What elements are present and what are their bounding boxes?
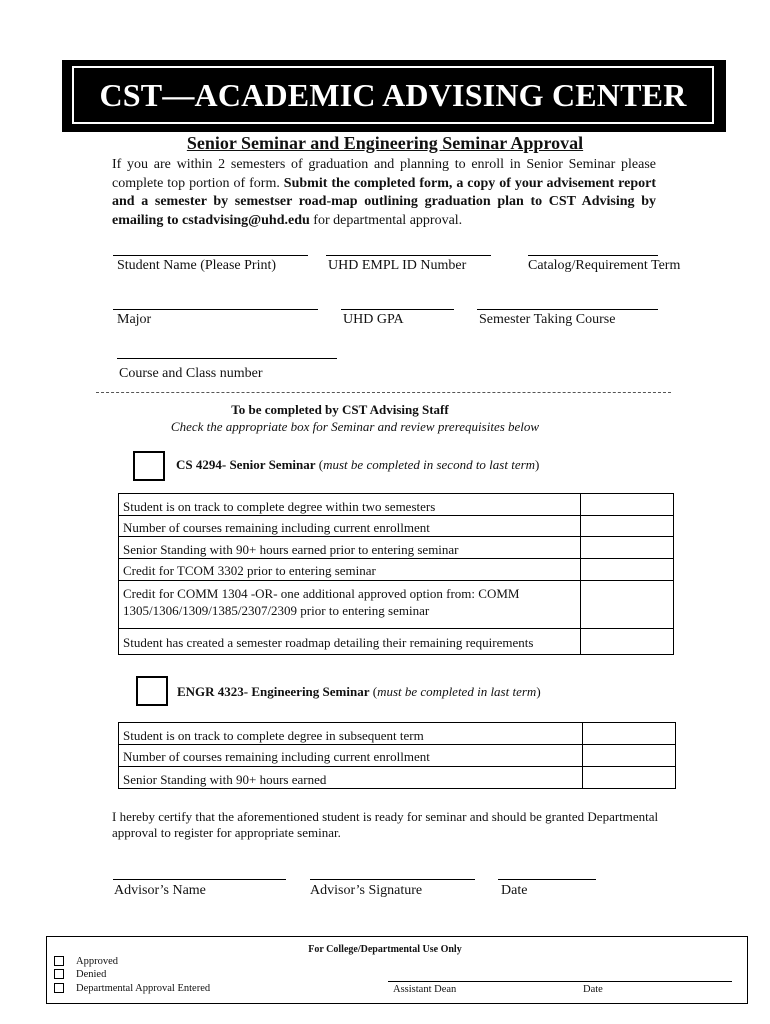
table-row <box>119 745 676 767</box>
senior-seminar-note: must be completed in second to last term <box>323 457 536 472</box>
requirement-cell: Student is on track to complete degree within two semesters <box>119 494 581 516</box>
engineering-seminar-checkbox[interactable] <box>136 676 168 706</box>
empl-id-label: UHD EMPL ID Number <box>328 258 467 273</box>
table-row <box>119 537 674 559</box>
check-cell[interactable] <box>583 745 676 767</box>
table-row <box>119 767 676 789</box>
student-name-field[interactable] <box>113 255 308 256</box>
assistant-dean-signature-field[interactable] <box>388 981 732 982</box>
table-row <box>119 559 674 581</box>
approved-label: Approved <box>76 956 118 967</box>
check-cell[interactable] <box>581 559 674 581</box>
gpa-label: UHD GPA <box>343 312 404 327</box>
advisor-date-label: Date <box>501 883 528 898</box>
check-cell[interactable] <box>581 629 674 655</box>
catalog-term-field[interactable] <box>528 255 658 256</box>
requirement-cell: Student has created a semester roadmap detailing their remaining requirements <box>119 629 581 655</box>
course-class-label: Course and Class number <box>119 366 263 381</box>
engineering-seminar-note: must be completed in last term <box>377 684 537 699</box>
advisor-signature-field[interactable] <box>310 879 475 880</box>
requirement-cell: Number of courses remaining including current enrollment <box>119 516 581 537</box>
requirement-cell: Credit for TCOM 3302 prior to entering seminar <box>119 559 581 581</box>
requirement-cell: Student is on track to complete degree in subsequent term <box>119 723 583 745</box>
check-cell[interactable] <box>581 516 674 537</box>
empl-id-field[interactable] <box>326 255 491 256</box>
major-label: Major <box>117 312 152 327</box>
check-cell[interactable] <box>583 723 676 745</box>
semester-label: Semester Taking Course <box>479 312 616 327</box>
intro-paragraph <box>112 156 656 230</box>
intro-text-2: for departmental approval. <box>309 212 463 228</box>
approved-checkbox[interactable] <box>54 956 64 966</box>
header-banner <box>72 66 714 124</box>
table-row <box>119 516 674 537</box>
table-row <box>119 629 674 655</box>
senior-seminar-checkbox[interactable] <box>133 451 165 481</box>
advisor-signature-label: Advisor’s Signature <box>310 883 423 898</box>
advisor-name-field[interactable] <box>113 879 286 880</box>
table-row <box>119 723 676 745</box>
check-cell[interactable] <box>581 537 674 559</box>
approval-entered-label: Departmental Approval Entered <box>76 983 211 994</box>
senior-seminar-heading: CS 4294- Senior Seminar (must be completed in second to last term) <box>176 457 540 472</box>
section-divider <box>96 392 671 393</box>
catalog-term-label: Catalog/Requirement Term <box>528 258 681 273</box>
table-row <box>119 581 674 629</box>
dean-date-label: Date <box>583 984 603 995</box>
engineering-seminar-table <box>118 722 676 789</box>
senior-seminar-course: CS 4294- Senior Seminar <box>176 457 316 472</box>
staff-section-title: To be completed by CST Advising Staff <box>231 402 449 417</box>
intro-text-bold: Submit the completed form, a copy of your advisement report and a semester by semestser road-map outlining graduation plan to CST Advising by emailing to cstadvising@uhd.edu <box>112 175 656 228</box>
student-name-label: Student Name (Please Print) <box>117 258 277 273</box>
requirement-cell: Number of courses remaining including current enrollment <box>119 745 583 767</box>
denied-label: Denied <box>76 969 107 980</box>
advisor-date-field[interactable] <box>498 879 596 880</box>
certification-statement: I hereby certify that the aforementioned student is ready for seminar and should be granted Departmental approval to register for appropriate seminar. <box>112 809 659 840</box>
check-cell[interactable] <box>583 767 676 789</box>
engineering-seminar-course: ENGR 4323- Engineering Seminar <box>177 684 370 699</box>
gpa-field[interactable] <box>341 309 454 310</box>
denied-checkbox[interactable] <box>54 969 64 979</box>
semester-field[interactable] <box>477 309 658 310</box>
engineering-seminar-heading: ENGR 4323- Engineering Seminar (must be completed in last term) <box>177 684 541 699</box>
senior-seminar-table <box>118 493 674 655</box>
table-row <box>119 494 674 516</box>
assistant-dean-label: Assistant Dean <box>393 984 457 995</box>
major-field[interactable] <box>113 309 318 310</box>
check-cell[interactable] <box>581 581 674 629</box>
form-subtitle: Senior Seminar and Engineering Seminar Approval <box>186 133 584 153</box>
approval-entered-checkbox[interactable] <box>54 983 64 993</box>
staff-section-subtitle: Check the appropriate box for Seminar and review prerequisites below <box>170 419 540 434</box>
advisor-name-label: Advisor’s Name <box>114 883 206 898</box>
form-title: CST—ACADEMIC ADVISING CENTER <box>99 76 687 113</box>
course-class-field[interactable] <box>117 358 337 359</box>
requirement-cell: Senior Standing with 90+ hours earned prior to entering seminar <box>119 537 581 559</box>
check-cell[interactable] <box>581 494 674 516</box>
office-use-title: For College/Departmental Use Only <box>308 944 462 955</box>
intro-text-1: If you are within 2 semesters of graduation and planning to enroll in Senior Seminar please complete top portion of form. <box>112 157 656 191</box>
requirement-cell: Senior Standing with 90+ hours earned <box>119 767 583 789</box>
requirement-cell: Credit for COMM 1304 -OR- one additional approved option from: COMM 1305/1306/1309/1385/2307/2309 prior to entering seminar <box>119 581 581 629</box>
